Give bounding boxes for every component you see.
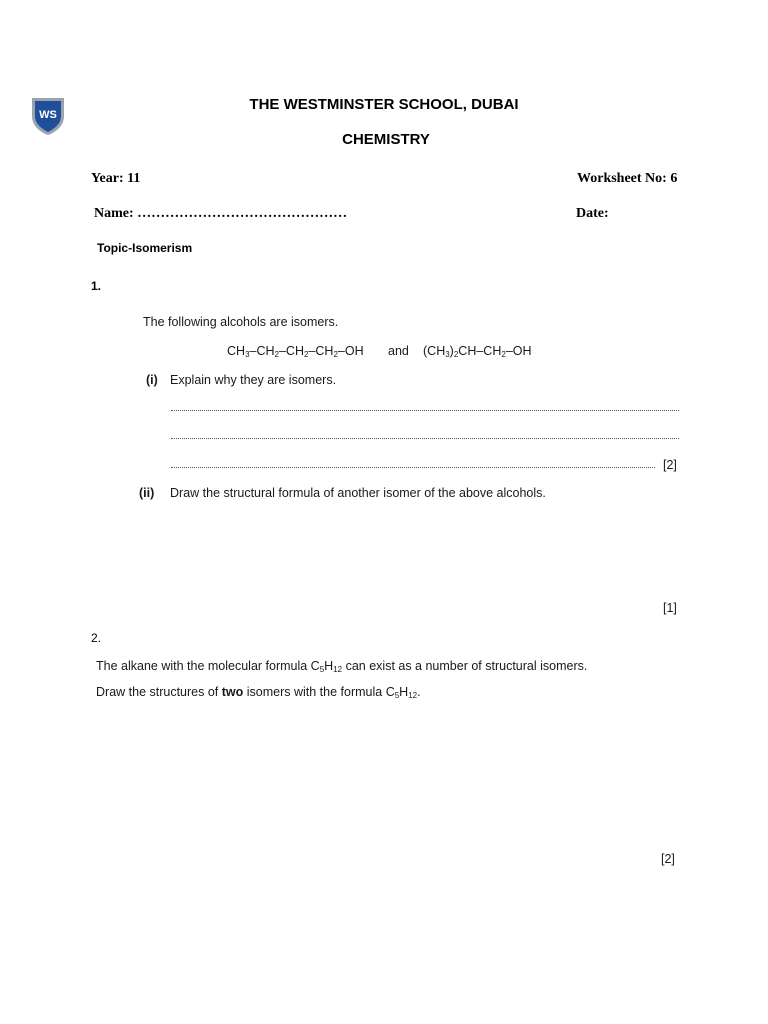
date-field: Date: bbox=[576, 206, 609, 221]
part-i-label: (i) bbox=[146, 373, 158, 387]
formula-and: and bbox=[388, 344, 409, 358]
worksheet-number: Worksheet No: 6 bbox=[577, 171, 678, 186]
subject-title: CHEMISTRY bbox=[342, 131, 430, 148]
part-i-marks: [2] bbox=[663, 458, 677, 472]
question-2-line-1: The alkane with the molecular formula $C_5H_{12}$ can exist as a number of structural isomers. bbox=[96, 659, 588, 674]
formula-butan-1-ol: $CH_3-CH_2-CH_2-CH_2-OH$ bbox=[227, 344, 364, 359]
topic-heading: Topic-Isomerism bbox=[97, 241, 193, 255]
answer-line-2 bbox=[171, 438, 679, 439]
student-name-field: Name: ……………………………………… bbox=[94, 206, 348, 221]
part-ii-question: Draw the structural formula of another isomer of the above alcohols. bbox=[170, 486, 546, 500]
answer-line-1 bbox=[171, 410, 679, 411]
part-ii-label: (ii) bbox=[139, 486, 155, 500]
question-2-marks: [2] bbox=[661, 852, 675, 866]
part-i-question: Explain why they are isomers. bbox=[170, 373, 337, 387]
question-1-intro: The following alcohols are isomers. bbox=[143, 315, 339, 329]
formula-2-methylpropan-1-ol: $(CH_3)_2CH-CH_2-OH$ bbox=[423, 344, 532, 359]
year-label: Year: 11 bbox=[91, 171, 141, 186]
question-1-number: 1. bbox=[91, 279, 102, 293]
answer-line-3 bbox=[171, 467, 655, 468]
part-ii-marks: [1] bbox=[663, 601, 677, 615]
logo-text: WS bbox=[39, 109, 57, 121]
question-2-number: 2. bbox=[91, 631, 102, 645]
school-name: THE WESTMINSTER SCHOOL, DUBAI bbox=[249, 96, 519, 113]
question-2-line-2: Draw the structures of two isomers with the formula $C_5H_{12}$. bbox=[96, 685, 421, 700]
